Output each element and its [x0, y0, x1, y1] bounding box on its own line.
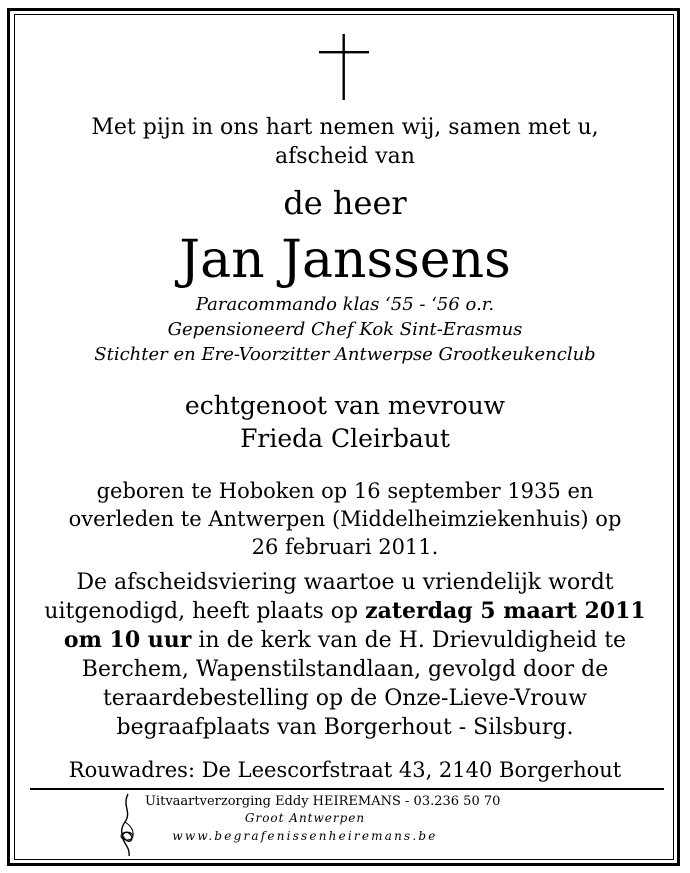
roles-list [20, 292, 670, 367]
life-line: geboren te Hoboken op 16 september 1935 en [96, 479, 594, 503]
spouse-name: Frieda Cleirbaut [240, 424, 450, 453]
life-line: overleden te Antwerpen (Middelheimziekenhuis) op [68, 507, 622, 531]
spouse-line: echtgenoot van mevrouw [184, 391, 506, 420]
birth-death-block [20, 477, 670, 561]
role-line: Gepensioneerd Chef Kok Sint-Erasmus [167, 319, 523, 340]
honorific: de heer [283, 184, 407, 222]
service-line [20, 597, 670, 626]
service-line: teraardebestelling op de Onze-Lieve-Vrouw [102, 686, 588, 711]
divider [30, 788, 664, 790]
intro-line: afscheid van [275, 144, 415, 169]
undertaker-website: www.begrafenissenheiremans.be [172, 829, 438, 843]
mourning-address: Rouwadres: De Leescorfstraat 43, 2140 Borgerhout [68, 758, 622, 782]
spouse-block [20, 389, 670, 455]
service-block [20, 568, 670, 742]
undertaker-region: Groot Antwerpen [244, 811, 366, 825]
service-line [20, 626, 670, 655]
service-text: in de kerk van de H. Drievuldigheid te [191, 628, 627, 653]
life-line: 26 februari 2011. [251, 535, 439, 559]
undertaker-logo-icon [112, 792, 142, 858]
service-date: zaterdag 5 maart 2011 [365, 598, 646, 624]
deceased-name: Jan Janssens [179, 230, 511, 290]
service-time: om 10 uur [63, 627, 192, 653]
service-line: begraafplaats van Borgerhout - Silsburg. [116, 715, 574, 740]
undertaker-name: Uitvaartverzorging Eddy HEIREMANS - 03.236 50 70 [145, 794, 501, 809]
role-line: Stichter en Ere-Voorzitter Antwerpse Grootkeukenclub [94, 344, 596, 365]
service-line: De afscheidsviering waartoe u vriendelijk wordt [76, 570, 614, 595]
role-line: Paracommando klas ‘55 - ‘56 o.r. [195, 294, 495, 315]
intro-line: Met pijn in ons hart nemen wij, samen met u, [91, 115, 599, 140]
service-text: uitgenodigd, heeft plaats op [44, 599, 366, 624]
service-line: Berchem, Wapenstilstandlaan, gevolgd door de [81, 657, 609, 682]
intro-text [20, 113, 670, 171]
cross-icon [319, 34, 369, 100]
